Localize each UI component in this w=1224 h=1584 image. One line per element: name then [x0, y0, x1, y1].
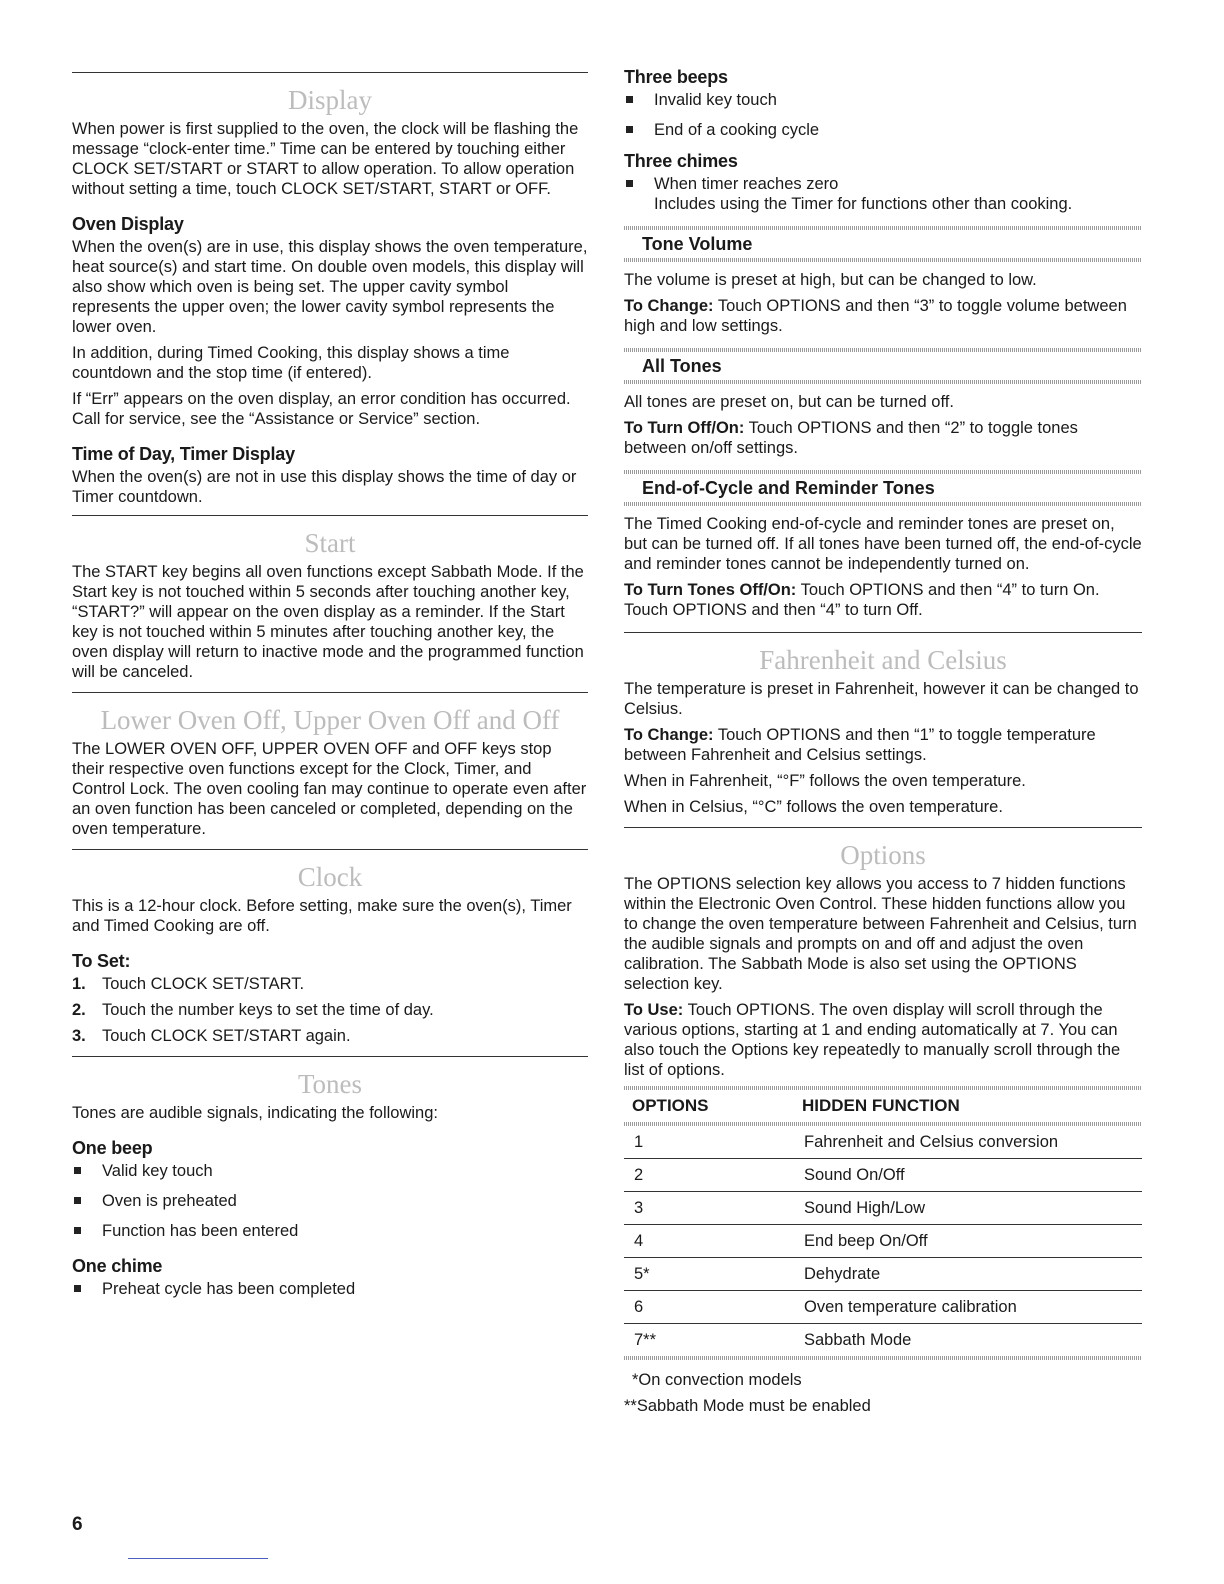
instruction-text: Touch OPTIONS. The oven display will scroll through the various options, starting at 1 and ending automatically at 7. You can also touch the Options key repeatedly to manually scroll through the list of options.	[624, 1001, 1121, 1079]
option-function: Sound High/Low	[794, 1192, 1142, 1225]
clock-paragraph: This is a 12-hour clock. Before setting, make sure the oven(s), Timer and Timed Cooking are off.	[72, 897, 572, 935]
end-of-cycle-heading: End-of-Cycle and Reminder Tones	[624, 472, 1142, 504]
step-number: 3.	[72, 1027, 86, 1045]
step-item	[72, 1000, 588, 1020]
option-function: End beep On/Off	[794, 1225, 1142, 1258]
list-item: Preheat cycle has been completed	[72, 1279, 588, 1299]
section-title-display: Display	[288, 85, 372, 115]
page-number: 6	[72, 1514, 83, 1535]
time-of-day-heading: Time of Day, Timer Display	[72, 444, 295, 464]
option-function: Sound On/Off	[794, 1159, 1142, 1192]
instruction-label: To Use:	[624, 1001, 684, 1019]
list-item	[624, 174, 1142, 214]
three-beeps-heading: Three beeps	[624, 67, 728, 87]
list-item-line: When timer reaches zero	[654, 175, 839, 193]
instruction-label: To Turn Tones Off/On:	[624, 581, 797, 599]
three-beeps-list	[624, 90, 1142, 140]
section-title-start: Start	[304, 528, 356, 558]
list-item-line: Includes using the Timer for functions other than cooking.	[654, 195, 1073, 213]
column-header-options: OPTIONS	[632, 1096, 709, 1115]
oven-display-heading: Oven Display	[72, 214, 184, 234]
instruction-label: To Change:	[624, 297, 714, 315]
step-number: 1.	[72, 975, 86, 993]
right-column	[624, 60, 1142, 1422]
option-number: 3	[624, 1192, 794, 1225]
all-tones-paragraph: All tones are preset on, but can be turned off.	[624, 393, 954, 411]
end-of-cycle-paragraph: The Timed Cooking end-of-cycle and reminder tones are preset on, but can be turned off. If all tones have been turned off, the end-of-cycle and reminder tones cannot be independently turned on.	[624, 515, 1142, 573]
three-chimes-heading: Three chimes	[624, 151, 738, 171]
step-text: Touch CLOCK SET/START.	[102, 975, 305, 993]
end-of-cycle-instructions	[624, 580, 1142, 620]
instruction-text: Touch OPTIONS and then “3” to toggle volume between high and low settings.	[624, 297, 1127, 335]
fahrenheit-note: When in Fahrenheit, “°F” follows the oven temperature.	[624, 772, 1026, 790]
section-divider	[72, 72, 588, 73]
tone-volume-heading: Tone Volume	[624, 228, 1142, 260]
option-number: 6	[624, 1291, 794, 1324]
instruction-text: Touch OPTIONS and then “4” to turn On. Touch OPTIONS and then “4” to turn Off.	[624, 581, 1100, 619]
fahrenheit-instructions	[624, 725, 1142, 765]
section-divider	[624, 632, 1142, 633]
one-chime-list	[72, 1279, 588, 1299]
one-chime-heading: One chime	[72, 1256, 163, 1276]
section-divider	[624, 827, 1142, 828]
step-text: Touch CLOCK SET/START again.	[102, 1027, 351, 1045]
to-set-heading: To Set:	[72, 951, 131, 971]
table-row	[624, 1159, 1142, 1192]
option-number: 2	[624, 1159, 794, 1192]
one-beep-list	[72, 1161, 588, 1241]
off-keys-paragraph: The LOWER OVEN OFF, UPPER OVEN OFF and OFF keys stop their respective oven functions except for the Clock, Timer, and Control Lock. The oven cooling fan may continue to operate even after an oven function has been canceled or completed, depending on the oven temperature.	[72, 740, 587, 838]
instruction-text: Touch OPTIONS and then “2” to toggle tones between on/off settings.	[624, 419, 1078, 457]
table-row	[624, 1291, 1142, 1324]
all-tones-instructions	[624, 418, 1142, 458]
instruction-label: To Change:	[624, 726, 714, 744]
option-number: 4	[624, 1225, 794, 1258]
start-paragraph: The START key begins all oven functions except Sabbath Mode. If the Start key is not touched within 5 seconds after touching another key, “START?” will appear on the oven display as a reminder. If the Start key is not touched within 5 minutes after touching another key, the oven display will return to inactive mode and the programmed function will be canceled.	[72, 563, 584, 681]
tone-volume-paragraph: The volume is preset at high, but can be changed to low.	[624, 271, 1037, 289]
instruction-label: To Turn Off/On:	[624, 419, 745, 437]
list-item: Invalid key touch	[624, 90, 1142, 110]
three-chimes-list	[624, 174, 1142, 214]
list-item: Function has been entered	[72, 1221, 588, 1241]
table-row	[624, 1225, 1142, 1258]
list-item: Valid key touch	[72, 1161, 588, 1181]
fahrenheit-paragraph: The temperature is preset in Fahrenheit, however it can be changed to Celsius.	[624, 680, 1139, 718]
table-row	[624, 1258, 1142, 1291]
celsius-note: When in Celsius, “°C” follows the oven temperature.	[624, 798, 1003, 816]
section-title-fahrenheit: Fahrenheit and Celsius	[759, 645, 1007, 675]
section-title-off-keys: Lower Oven Off, Upper Oven Off and Off	[100, 705, 560, 735]
section-divider	[72, 849, 588, 850]
table-row	[624, 1192, 1142, 1225]
options-paragraph: The OPTIONS selection key allows you access to 7 hidden functions within the Electronic Oven Control. These hidden functions allow you to change the oven temperature between Fahrenheit and Celsius, turn the audible signals and prompts on and off and adjust the oven calibration. The Sabbath Mode is also set using the OPTIONS selection key.	[624, 875, 1137, 993]
option-function: Oven temperature calibration	[794, 1291, 1142, 1324]
step-text: Touch the number keys to set the time of day.	[102, 1001, 434, 1019]
tones-intro: Tones are audible signals, indicating the following:	[72, 1104, 438, 1122]
one-beep-heading: One beep	[72, 1138, 153, 1158]
step-item	[72, 974, 588, 994]
option-function: Dehydrate	[794, 1258, 1142, 1291]
oven-display-paragraph-2: In addition, during Timed Cooking, this display shows a time countdown and the stop time (if entered).	[72, 344, 510, 382]
option-function: Sabbath Mode	[804, 1331, 912, 1349]
list-item: End of a cooking cycle	[624, 120, 1142, 140]
step-number: 2.	[72, 1001, 86, 1019]
table-header-row	[624, 1090, 1142, 1122]
table-row	[624, 1126, 1142, 1159]
option-number: 7**	[634, 1331, 657, 1349]
left-column	[72, 60, 588, 1309]
footnote-sabbath: **Sabbath Mode must be enabled	[624, 1397, 871, 1415]
list-item: Oven is preheated	[72, 1191, 588, 1211]
table-row	[624, 1324, 1142, 1357]
option-number: 1	[624, 1126, 794, 1159]
section-divider	[72, 692, 588, 693]
oven-display-paragraph-3: If “Err” appears on the oven display, an error condition has occurred. Call for service, see the “Assistance or Service” section.	[72, 390, 571, 428]
footer-rule	[128, 1558, 268, 1559]
section-divider	[72, 515, 588, 516]
section-title-clock: Clock	[297, 862, 363, 892]
clock-steps	[72, 974, 588, 1046]
oven-display-paragraph-1: When the oven(s) are in use, this display shows the oven temperature, heat source(s) and start time. On double oven models, this display will also show which oven is being set. The upper cavity symbol represents the upper oven; the lower cavity symbol represents the lower oven.	[72, 238, 588, 336]
instruction-text: Touch OPTIONS and then “1” to toggle temperature between Fahrenheit and Celsius settings.	[624, 726, 1096, 764]
options-instructions	[624, 1000, 1142, 1080]
time-of-day-paragraph: When the oven(s) are not in use this display shows the time of day or Timer countdown.	[72, 468, 577, 506]
tone-volume-instructions	[624, 296, 1142, 336]
options-table	[624, 1090, 1142, 1356]
section-divider	[72, 1056, 588, 1057]
option-function: Fahrenheit and Celsius conversion	[794, 1126, 1142, 1159]
section-title-tones: Tones	[297, 1069, 363, 1099]
footnote-convection: *On convection models	[632, 1371, 802, 1389]
step-item	[72, 1026, 588, 1046]
section-title-options: Options	[840, 840, 926, 870]
table-bottom-rule	[624, 1356, 1142, 1360]
option-number: 5*	[624, 1258, 794, 1291]
column-header-hidden-function: HIDDEN FUNCTION	[802, 1096, 960, 1115]
display-intro: When power is first supplied to the oven, the clock will be flashing the message “clock-enter time.” Time can be entered by touching either CLOCK SET/START or START to allow operation. To allow operation without setting a time, touch CLOCK SET/START, START or OFF.	[72, 120, 579, 198]
all-tones-heading: All Tones	[624, 350, 1142, 382]
